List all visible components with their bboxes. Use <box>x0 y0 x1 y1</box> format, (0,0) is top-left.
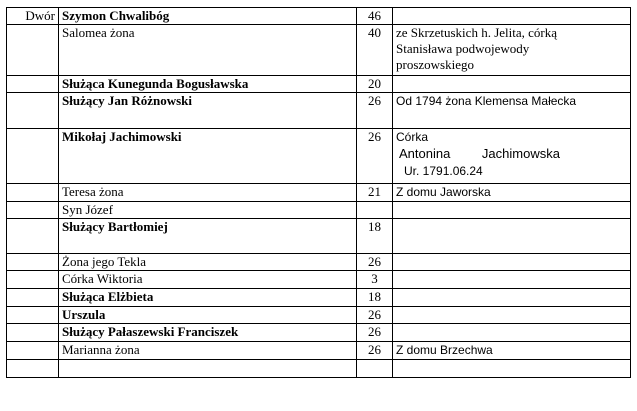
note-line: Od 1794 żona Klemensa Małecka <box>396 94 577 108</box>
name-cell: Syn Józef <box>59 202 357 219</box>
table-row <box>7 76 631 93</box>
name-cell <box>59 360 357 378</box>
note-cell <box>393 360 631 378</box>
table-row <box>7 202 631 219</box>
note-cell <box>393 93 631 129</box>
table-row <box>7 219 631 254</box>
place-cell <box>7 324 59 342</box>
name-cell: Mikołaj Jachimowski <box>59 129 357 184</box>
note-cell <box>393 307 631 324</box>
age-cell: 26 <box>357 129 393 184</box>
age-cell: 26 <box>357 324 393 342</box>
age-cell: 20 <box>357 76 393 93</box>
name-cell: Służący Bartłomiej <box>59 219 357 254</box>
name-cell: Marianna żona <box>59 342 357 360</box>
table-row <box>7 93 631 129</box>
place-cell <box>7 25 59 76</box>
table-row <box>7 342 631 360</box>
note-cell <box>393 8 631 25</box>
age-cell: 46 <box>357 8 393 25</box>
place-cell <box>7 129 59 184</box>
age-cell: 40 <box>357 25 393 76</box>
name-cell: Urszula <box>59 307 357 324</box>
note-cell <box>393 129 631 184</box>
note-cell <box>393 25 631 76</box>
place-cell <box>7 289 59 307</box>
table-row <box>7 289 631 307</box>
note-line: Antonina Jachimowska <box>399 146 560 161</box>
note-line: proszowskiego <box>396 57 474 72</box>
note-cell <box>393 219 631 254</box>
table-row <box>7 8 631 25</box>
table-row <box>7 324 631 342</box>
table-row <box>7 254 631 271</box>
note-cell <box>393 76 631 93</box>
age-cell: 18 <box>357 289 393 307</box>
note-cell <box>393 289 631 307</box>
note-line: Stanisława podwojewody <box>396 41 530 56</box>
name-cell: Służący Jan Różnowski <box>59 93 357 129</box>
census-table-body <box>7 8 631 378</box>
name-cell: Szymon Chwalibóg <box>59 8 357 25</box>
name-cell: Służący Pałaszewski Franciszek <box>59 324 357 342</box>
place-cell: Dwór <box>7 8 59 25</box>
name-cell: Salomea żona <box>59 25 357 76</box>
note-line: Ur. 1791.06.24 <box>404 164 483 178</box>
place-cell <box>7 342 59 360</box>
table-row <box>7 271 631 289</box>
note-line: ze Skrzetuskich h. Jelita, córką <box>396 25 557 40</box>
age-cell: 26 <box>357 307 393 324</box>
age-cell: 21 <box>357 184 393 202</box>
age-cell <box>357 202 393 219</box>
name-cell: Służąca Kunegunda Bogusławska <box>59 76 357 93</box>
place-cell <box>7 254 59 271</box>
age-cell: 26 <box>357 254 393 271</box>
age-cell: 3 <box>357 271 393 289</box>
name-cell: Teresa żona <box>59 184 357 202</box>
age-cell: 26 <box>357 342 393 360</box>
place-cell <box>7 271 59 289</box>
name-cell: Żona jego Tekla <box>59 254 357 271</box>
census-table <box>6 7 631 378</box>
note-cell <box>393 324 631 342</box>
name-cell: Córka Wiktoria <box>59 271 357 289</box>
place-cell <box>7 307 59 324</box>
place-cell <box>7 184 59 202</box>
table-row <box>7 25 631 76</box>
table-row <box>7 129 631 184</box>
note-cell <box>393 271 631 289</box>
age-cell: 26 <box>357 93 393 129</box>
note-line: Córka <box>396 130 429 144</box>
place-cell <box>7 202 59 219</box>
note-cell <box>393 342 631 360</box>
table-row <box>7 307 631 324</box>
note-line: Z domu Jaworska <box>396 185 491 199</box>
table-row <box>7 360 631 378</box>
place-cell <box>7 76 59 93</box>
place-cell <box>7 93 59 129</box>
note-cell <box>393 202 631 219</box>
age-cell: 18 <box>357 219 393 254</box>
age-cell <box>357 360 393 378</box>
note-line: Z domu Brzechwa <box>396 343 493 357</box>
place-cell <box>7 219 59 254</box>
table-row <box>7 184 631 202</box>
place-cell <box>7 360 59 378</box>
name-cell: Służąca Elżbieta <box>59 289 357 307</box>
note-cell <box>393 254 631 271</box>
note-cell <box>393 184 631 202</box>
